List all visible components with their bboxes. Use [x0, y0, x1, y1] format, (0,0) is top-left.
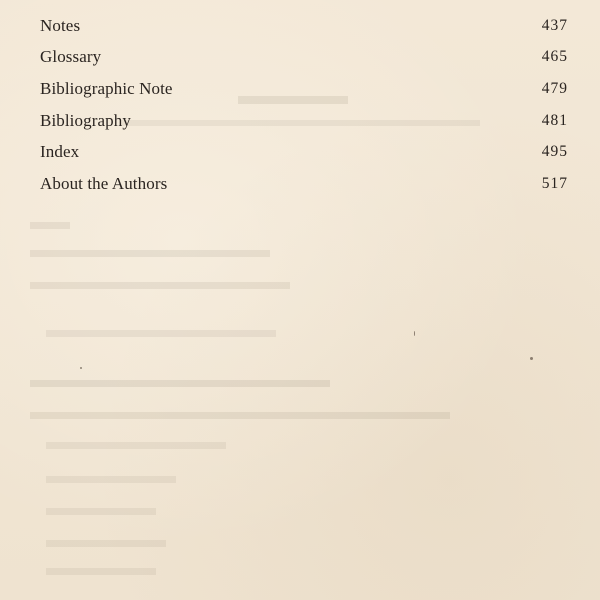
toc-entry-page: 517 — [541, 174, 568, 192]
toc-entry-about-the-authors[interactable] — [40, 168, 568, 200]
toc-entry-page: 479 — [541, 79, 568, 97]
toc-entry-index[interactable] — [40, 136, 568, 168]
toc-entry-notes[interactable] — [40, 10, 568, 42]
paper-speck — [414, 331, 415, 336]
toc-entry-title: About the Authors — [40, 173, 168, 193]
toc-entry-page: 495 — [541, 143, 568, 161]
toc-entry-page: 465 — [541, 48, 568, 66]
toc-entry-page: 481 — [541, 111, 568, 129]
toc-entry-title: Bibliographic Note — [40, 78, 173, 98]
table-of-contents — [40, 10, 568, 200]
toc-entry-glossary[interactable] — [40, 42, 568, 74]
toc-entry-page: 437 — [541, 16, 568, 34]
paper-speck — [530, 357, 533, 360]
toc-entry-title: Index — [40, 142, 80, 162]
toc-entry-title: Glossary — [40, 47, 102, 67]
toc-entry-bibliographic-note[interactable] — [40, 73, 568, 105]
toc-entry-bibliography[interactable] — [40, 105, 568, 137]
paper-speck — [80, 367, 82, 369]
toc-entry-title: Notes — [40, 15, 81, 35]
toc-entry-title: Bibliography — [40, 110, 131, 130]
